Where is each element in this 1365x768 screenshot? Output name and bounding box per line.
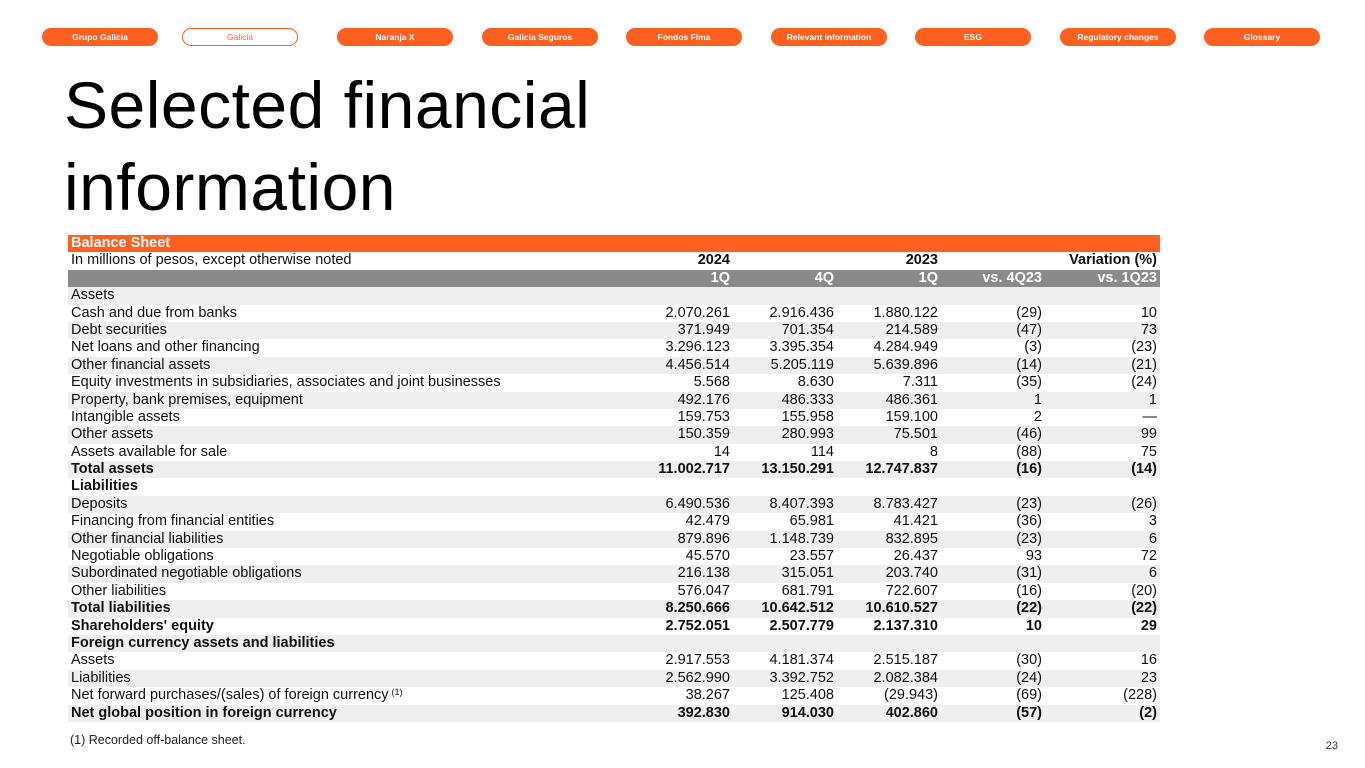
footnote: (1) Recorded off-balance sheet. [70,733,246,747]
value-4q23: 280.993 [781,426,834,443]
value-1q24: 2.752.051 [665,617,730,634]
table-row [68,513,1160,530]
col-header-1q24: 1Q [710,269,730,286]
value-vs-1q23: (23) [1131,339,1157,356]
value-1q23: 832.895 [885,530,938,547]
variation-header: Variation (%) [1069,252,1157,269]
value-1q24: 42.479 [685,513,730,530]
value-vs-4q23: (24) [1016,669,1042,686]
value-vs-1q23: (2) [1139,704,1157,721]
value-1q23: 214.589 [885,321,938,338]
value-1q24: 6.490.536 [665,495,730,512]
page-number: 23 [1325,740,1338,752]
value-4q23: 681.791 [781,582,834,599]
value-4q23: 8.407.393 [769,495,834,512]
table-row [68,618,1160,635]
value-4q23: 5.205.119 [770,356,834,373]
value-1q23: 486.361 [885,391,938,408]
value-vs-1q23: (24) [1131,374,1157,391]
top-navigation [42,28,1322,47]
table-row [68,496,1160,513]
value-vs-4q23: (36) [1016,513,1042,530]
row-label: Net loans and other financing [71,339,260,356]
value-vs-4q23: (23) [1016,530,1042,547]
value-vs-4q23: (16) [1016,461,1042,478]
value-1q23: 203.740 [885,565,938,582]
value-vs-4q23: (35) [1016,374,1042,391]
value-1q24: 492.176 [677,391,730,408]
row-label: Total liabilities [71,600,171,617]
value-vs-1q23: (14) [1131,461,1157,478]
value-1q24: 879.896 [677,530,730,547]
value-vs-1q23: 16 [1140,652,1157,669]
value-4q23: 125.408 [781,687,834,704]
value-vs-1q23: (20) [1131,582,1157,599]
value-vs-4q23: 1 [1033,391,1042,408]
row-label: Assets available for sale [71,443,228,460]
table-row [68,531,1160,548]
footnote-marker: (1) [391,687,403,698]
page-title: Selected financial information [64,68,591,224]
value-vs-1q23: 29 [1140,617,1157,634]
table-row [68,339,1160,356]
table-row [68,478,1160,495]
row-label: Assets [71,287,115,304]
row-label: Deposits [71,495,128,512]
value-1q24: 159.753 [677,408,730,425]
value-1q24: 11.002.717 [658,461,730,478]
value-vs-4q23: (30) [1016,652,1042,669]
table-row [68,409,1160,426]
row-label: Financing from financial entities [71,513,275,530]
value-1q23: 1.880.122 [873,304,938,321]
value-vs-1q23: 3 [1148,513,1157,530]
value-4q23: 315.051 [781,565,834,582]
table-row [68,392,1160,409]
value-4q23: 114 [810,443,834,460]
value-4q23: 8.630 [797,374,834,391]
value-1q23: 12.747.837 [865,461,938,478]
value-4q23: 914.030 [781,704,834,721]
value-vs-4q23: (16) [1016,582,1042,599]
tab-grupo-galicia[interactable]: Grupo Galicia [42,28,158,46]
value-vs-4q23: (31) [1016,565,1042,582]
row-label: Assets [71,652,115,669]
value-1q24: 38.267 [685,687,730,704]
table-units-note: In millions of pesos, except otherwise noted [71,252,352,269]
row-label: Equity investments in subsidiaries, associates and joint businesses [71,374,501,391]
table-row [68,635,1160,652]
value-vs-1q23: 6 [1148,565,1157,582]
value-1q23: 8.783.427 [873,495,938,512]
value-vs-1q23: 6 [1148,530,1157,547]
value-4q23: 1.148.739 [769,530,834,547]
value-1q23: 402.860 [885,704,938,721]
value-1q23: 10.610.527 [865,600,938,617]
value-vs-1q23: 99 [1140,426,1157,443]
value-4q23: 23.557 [789,548,834,565]
value-4q23: 701.354 [781,321,834,338]
value-vs-4q23: 2 [1033,408,1042,425]
tab-regulatory-changes[interactable]: Regulatory changes [1060,28,1176,46]
value-1q24: 4.456.514 [665,356,730,373]
tab-relevant-information[interactable]: Relevant information [771,28,887,46]
value-vs-1q23: 1 [1148,391,1157,408]
value-4q23: 486.333 [781,391,834,408]
row-label: Foreign currency assets and liabilities [71,634,335,651]
value-1q24: 2.917.553 [665,652,730,669]
value-4q23: 3.395.354 [769,339,834,356]
table-row [68,652,1160,669]
value-1q23: 75.501 [893,426,938,443]
year-2023-header: 2023 [905,252,938,269]
col-header-vs-4q23: vs. 4Q23 [982,269,1042,286]
row-label: Shareholders' equity [71,617,214,634]
row-label: Other assets [71,426,154,443]
table-section-header [68,235,1160,252]
tab-fondos-fima[interactable]: Fondos Fima [626,28,742,46]
value-vs-4q23: 93 [1025,548,1042,565]
table-row [68,687,1160,704]
value-1q23: 159.100 [885,408,938,425]
tab-galicia[interactable]: Galicia [182,28,298,46]
value-1q24: 3.296.123 [665,339,730,356]
column-header-row [68,270,1160,287]
value-1q23: 4.284.949 [873,339,938,356]
value-4q23: 4.181.374 [769,652,834,669]
value-vs-1q23: (22) [1131,600,1157,617]
col-header-4q23: 4Q [814,269,834,286]
value-1q23: 2.137.310 [873,617,938,634]
value-1q24: 2.070.261 [665,304,730,321]
value-vs-4q23: (23) [1016,495,1042,512]
row-label: Debt securities [71,321,167,338]
value-vs-1q23: 23 [1140,669,1157,686]
value-1q23: (29.943) [883,687,938,704]
value-1q23: 41.421 [893,513,938,530]
tab-esg[interactable]: ESG [915,28,1031,46]
row-label: Intangible assets [71,408,180,425]
table-row [68,670,1160,687]
table-row [68,548,1160,565]
value-1q24: 45.570 [685,548,730,565]
value-vs-4q23: (22) [1016,600,1042,617]
table-body [68,287,1160,722]
table-row [68,322,1160,339]
table-row [68,426,1160,443]
value-1q24: 14 [713,443,730,460]
value-1q23: 2.082.384 [873,669,938,686]
row-label: Subordinated negotiable obligations [71,565,302,582]
row-label: Cash and due from banks [71,304,238,321]
col-header-vs-1q23: vs. 1Q23 [1097,269,1157,286]
section-header-label: Balance Sheet [71,235,171,251]
value-1q24: 392.830 [677,704,730,721]
value-1q23: 722.607 [885,582,938,599]
row-label: Net forward purchases/(sales) of foreign currency [71,687,389,704]
table-row [68,305,1160,322]
value-vs-4q23: (14) [1016,356,1042,373]
value-vs-4q23: (47) [1016,321,1042,338]
table-row [68,565,1160,582]
balance-sheet-table [68,235,1160,722]
value-1q23: 2.515.187 [873,652,938,669]
table-row [68,357,1160,374]
tab-galicia-seguros[interactable]: Galicia Seguros [482,28,598,46]
value-1q23: 7.311 [902,374,938,391]
value-1q24: 216.138 [677,565,730,582]
value-vs-4q23: (88) [1016,443,1042,460]
year-2024-header: 2024 [697,252,730,269]
table-row [68,461,1160,478]
value-4q23: 3.392.752 [769,669,834,686]
value-1q23: 8 [929,443,938,460]
value-1q24: 371.949 [677,321,730,338]
row-label: Property, bank premises, equipment [71,391,303,408]
row-label: Other financial liabilities [71,530,224,547]
value-vs-4q23: (29) [1016,304,1042,321]
value-4q23: 65.981 [789,513,834,530]
value-1q24: 150.359 [677,426,730,443]
value-vs-1q23: — [1142,408,1157,425]
table-title-row [68,252,1160,269]
value-4q23: 155.958 [781,408,834,425]
table-row [68,444,1160,461]
table-row [68,287,1160,304]
value-4q23: 13.150.291 [761,461,834,478]
value-vs-4q23: (46) [1016,426,1042,443]
table-row [68,374,1160,391]
value-vs-1q23: (21) [1131,356,1157,373]
tab-naranja-x[interactable]: Naranja X [337,28,453,46]
tab-glossary[interactable]: Glossary [1204,28,1320,46]
row-label: Other liabilities [71,582,167,599]
value-vs-4q23: (3) [1024,339,1042,356]
row-label: Net global position in foreign currency [71,704,337,721]
col-header-1q23: 1Q [918,269,938,286]
value-vs-1q23: (26) [1131,495,1157,512]
value-1q24: 2.562.990 [665,669,730,686]
value-vs-1q23: (228) [1123,687,1157,704]
value-vs-1q23: 10 [1140,304,1157,321]
table-row [68,600,1160,617]
row-label: Total assets [71,461,154,478]
row-label: Negotiable obligations [71,548,214,565]
table-row [68,583,1160,600]
row-label: Other financial assets [71,356,211,373]
value-vs-1q23: 73 [1140,321,1157,338]
value-4q23: 2.507.779 [769,617,834,634]
table-row [68,705,1160,722]
value-4q23: 10.642.512 [761,600,834,617]
value-vs-1q23: 72 [1140,548,1157,565]
value-vs-1q23: 75 [1140,443,1157,460]
value-1q23: 5.639.896 [873,356,938,373]
value-1q23: 26.437 [893,548,938,565]
value-4q23: 2.916.436 [769,304,834,321]
row-label: Liabilities [71,669,131,686]
row-label-wrap [71,687,403,704]
value-1q24: 5.568 [693,374,730,391]
value-1q24: 8.250.666 [665,600,730,617]
value-1q24: 576.047 [677,582,730,599]
value-vs-4q23: 10 [1025,617,1042,634]
value-vs-4q23: (57) [1016,704,1042,721]
row-label: Liabilities [71,478,138,495]
value-vs-4q23: (69) [1016,687,1042,704]
